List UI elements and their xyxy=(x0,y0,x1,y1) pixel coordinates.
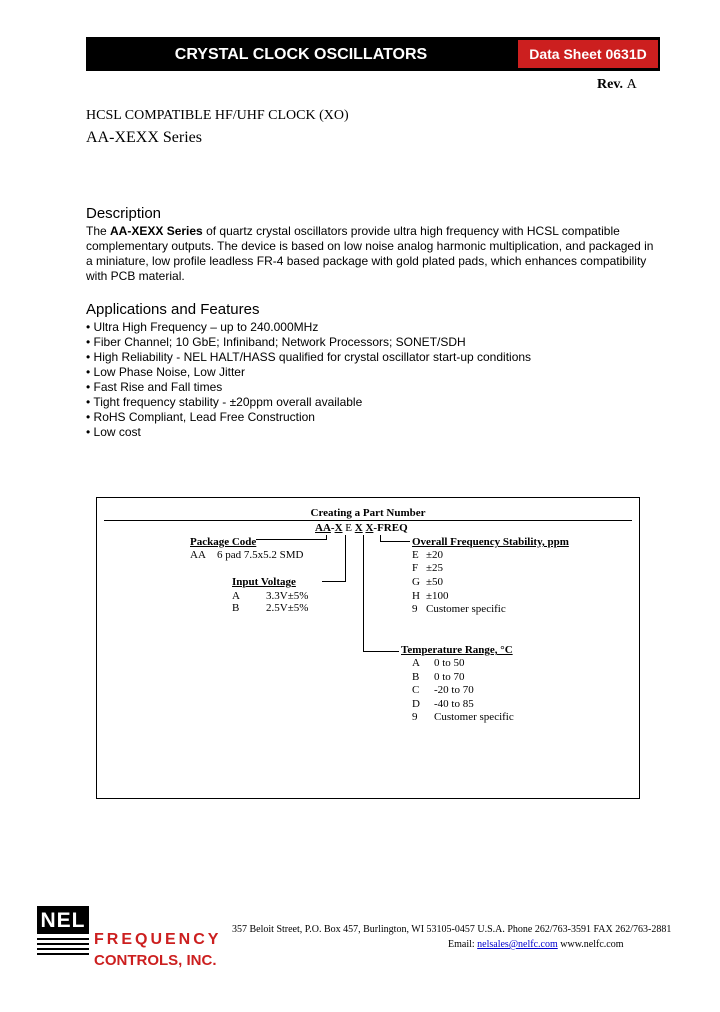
feature-item: • Fiber Channel; 10 GbE; Infiniband; Network Processors; SONET/SDH xyxy=(86,335,466,349)
part-number-divider xyxy=(104,520,632,521)
email-link[interactable]: nelsales@nelfc.com xyxy=(477,939,558,950)
description-series-bold: AA-XEXX Series xyxy=(110,224,203,238)
temperature-code: B xyxy=(412,671,420,683)
temperature-code: D xyxy=(412,698,420,710)
connector-temperature xyxy=(363,535,364,651)
email-label: Email: xyxy=(448,939,478,950)
connector-temperature-h xyxy=(363,651,399,652)
connector-voltage xyxy=(345,535,346,581)
series-title: AA-XEXX Series xyxy=(86,129,202,146)
connector-stability-h xyxy=(380,541,410,542)
code-x-voltage: X xyxy=(334,522,343,534)
features-list xyxy=(86,320,531,440)
revision-label: Rev. xyxy=(597,77,624,92)
code-x-stability: X xyxy=(354,522,363,534)
voltage-code: A xyxy=(232,590,240,602)
feature-item: • Tight frequency stability - ±20ppm overall available xyxy=(86,395,363,409)
description-lead: The xyxy=(86,224,111,238)
revision-value: A xyxy=(626,77,637,92)
stability-code: F xyxy=(412,562,419,574)
connector-package-h xyxy=(256,539,327,540)
stability-code: H xyxy=(412,590,420,602)
stability-value: ±25 xyxy=(426,562,444,574)
package-code: AA xyxy=(190,549,206,561)
stability-code: 9 xyxy=(412,603,418,615)
logo-stripe xyxy=(37,948,89,950)
feature-item: • Low Phase Noise, Low Jitter xyxy=(86,365,245,379)
temperature-value: 0 to 50 xyxy=(434,657,465,669)
code-freq: FREQ xyxy=(377,522,408,534)
feature-item: • Low cost xyxy=(86,425,141,439)
description-heading: Description xyxy=(86,205,162,222)
temperature-heading: Temperature Range, °C xyxy=(401,644,513,656)
temperature-code: A xyxy=(412,657,420,669)
connector-voltage-h xyxy=(322,581,346,582)
data-sheet-badge: Data Sheet 0631D xyxy=(518,40,658,68)
stability-code: E xyxy=(412,549,419,561)
code-dash: - xyxy=(373,522,378,534)
part-number-code xyxy=(315,522,408,534)
voltage-heading: Input Voltage xyxy=(232,576,296,588)
revision xyxy=(597,77,637,93)
code-dash: - xyxy=(330,522,335,534)
description-body: of quartz crystal oscillators provide ultra high frequency with HCSL compatible complementary outputs. The device is based on low noise analog harmonic multiplication, and packaged in a miniature, low profile leadless FR-4 based package with gold plated pads, which enhances compatibility with PCB material. xyxy=(86,224,654,283)
package-desc: 6 pad 7.5x5.2 SMD xyxy=(217,549,304,561)
stability-code: G xyxy=(412,576,420,588)
temperature-code: 9 xyxy=(412,711,418,723)
logo-stripe xyxy=(37,943,89,945)
stability-heading: Overall Frequency Stability, ppm xyxy=(412,536,569,548)
feature-item: • RoHS Compliant, Lead Free Construction xyxy=(86,410,315,424)
logo-stripes xyxy=(37,938,89,958)
feature-item: • Fast Rise and Fall times xyxy=(86,380,223,394)
stability-value: ±100 xyxy=(426,590,449,602)
code-aa: AA xyxy=(315,522,331,534)
code-x-temperature: X xyxy=(365,522,374,534)
temperature-value: -40 to 85 xyxy=(434,698,474,710)
company-name-line2: CONTROLS, INC. xyxy=(94,952,217,969)
web-address[interactable]: www.nelfc.com xyxy=(557,939,624,950)
temperature-value: 0 to 70 xyxy=(434,671,465,683)
temperature-value: Customer specific xyxy=(434,711,514,723)
applications-heading: Applications and Features xyxy=(86,301,260,318)
company-name-line1: FREQUENCY xyxy=(94,931,222,948)
product-subtitle: HCSL COMPATIBLE HF/UHF CLOCK (XO) xyxy=(86,108,349,123)
company-address: 357 Beloit Street, P.O. Box 457, Burlington, WI 53105-0457 U.S.A. Phone 262/763-3591 FAX 262/763-2881 xyxy=(232,924,672,935)
voltage-value: 3.3V±5% xyxy=(266,590,309,602)
voltage-value: 2.5V±5% xyxy=(266,602,309,614)
stability-value: Customer specific xyxy=(426,603,506,615)
temperature-value: -20 to 70 xyxy=(434,684,474,696)
stability-value: ±20 xyxy=(426,549,444,561)
part-number-title: Creating a Part Number xyxy=(310,507,426,519)
package-heading: Package Code xyxy=(190,536,257,548)
logo-stripe xyxy=(37,938,89,940)
voltage-code: B xyxy=(232,602,240,614)
description-text xyxy=(86,224,661,284)
header-title: CRYSTAL CLOCK OSCILLATORS xyxy=(174,46,428,63)
feature-item: • Ultra High Frequency – up to 240.000MHz xyxy=(86,320,319,334)
temperature-code: C xyxy=(412,684,420,696)
stability-value: ±50 xyxy=(426,576,444,588)
contact-line xyxy=(448,939,623,950)
code-e: E xyxy=(345,522,352,534)
nel-logo: NEL xyxy=(37,906,89,934)
logo-stripe xyxy=(37,953,89,955)
feature-item: • High Reliability - NEL HALT/HASS qualified for crystal oscillator start-up conditions xyxy=(86,350,532,364)
